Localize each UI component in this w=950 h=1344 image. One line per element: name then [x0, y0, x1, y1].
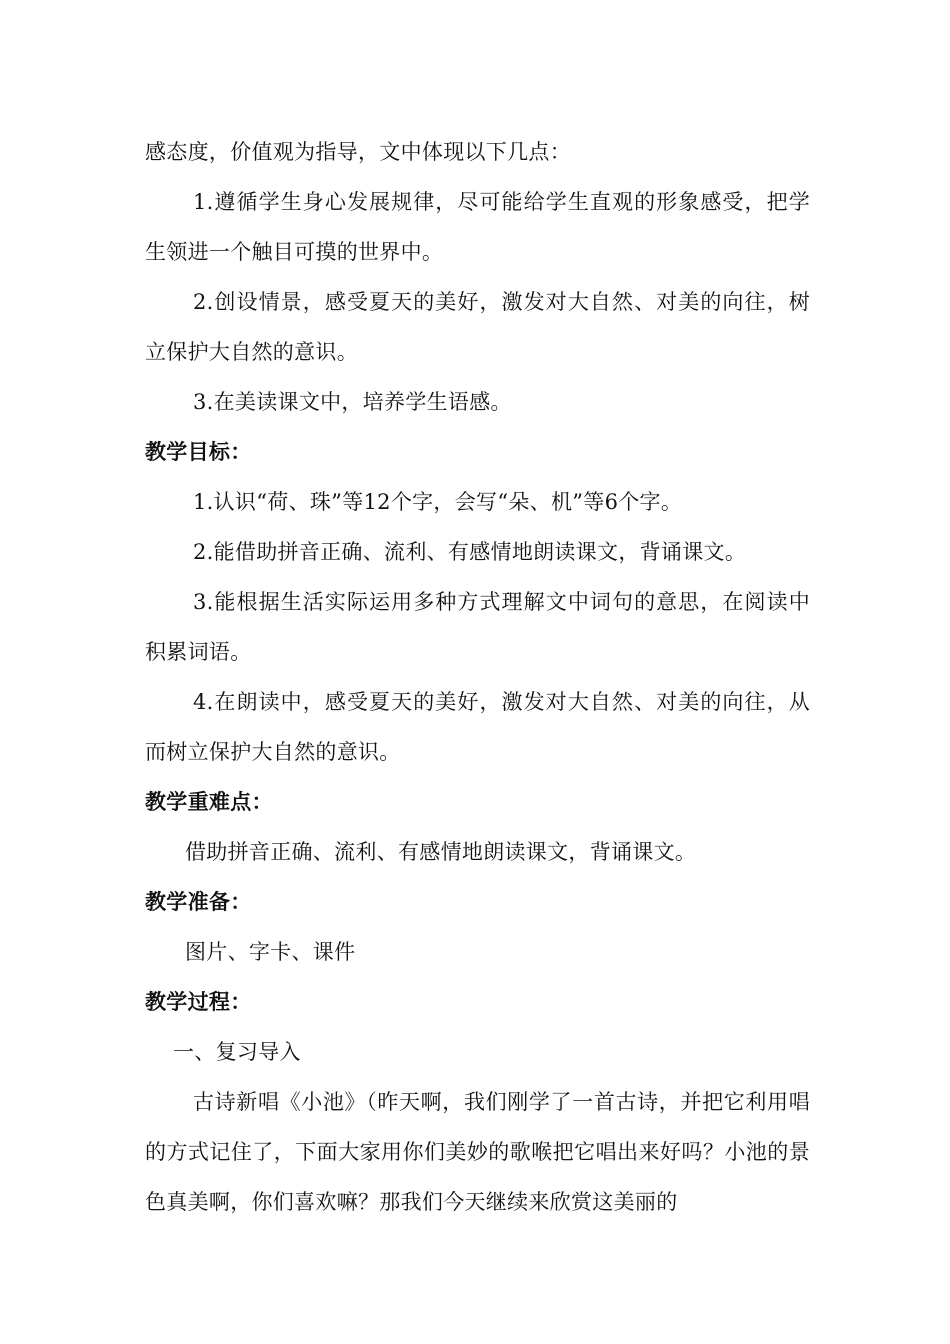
process-heading: 教学过程： — [145, 989, 252, 1014]
principle-item-3: 3.在美读课文中，培养学生语感。 — [193, 390, 512, 414]
goal-item-2: 2.能借助拼音正确、流利、有感情地朗读课文，背诵课文。 — [193, 540, 747, 564]
document-body — [145, 127, 810, 1227]
process-section-1-title: 一、复习导入 — [173, 1040, 301, 1064]
intro-paragraph: 感态度，价值观为指导，文中体现以下几点： — [145, 140, 571, 164]
goal-item-4: 4.在朗读中，感受夏天的美好，激发对大自然、对美的向往，从而树立保护大自然的意识。 — [145, 690, 810, 764]
process-section-1-text: 古诗新唱《小池》（昨天啊，我们刚学了一首古诗，并把它利用唱的方式记住了，下面大家用你们美妙的歌喉把它唱出来好吗？小池的景色真美啊，你们喜欢嘛？那我们今天继续来欣赏这美丽的 — [145, 1090, 810, 1214]
goal-item-1: 1.认识“荷、珠”等12个字，会写“朵、机”等6个字。 — [193, 490, 683, 514]
key-points-heading: 教学重难点： — [145, 789, 273, 814]
key-points-text: 借助拼音正确、流利、有感情地朗读课文，背诵课文。 — [185, 840, 697, 864]
principle-item-1: 1.遵循学生身心发展规律，尽可能给学生直观的形象感受，把学生领进一个触目可摸的世界中。 — [145, 190, 810, 264]
preparation-heading: 教学准备： — [145, 889, 252, 914]
goals-heading: 教学目标： — [145, 439, 252, 464]
principle-item-2: 2.创设情景，感受夏天的美好，激发对大自然、对美的向往，树立保护大自然的意识。 — [145, 290, 810, 364]
preparation-text: 图片、字卡、课件 — [185, 940, 356, 964]
goal-item-3: 3.能根据生活实际运用多种方式理解文中词句的意思，在阅读中积累词语。 — [145, 590, 810, 664]
